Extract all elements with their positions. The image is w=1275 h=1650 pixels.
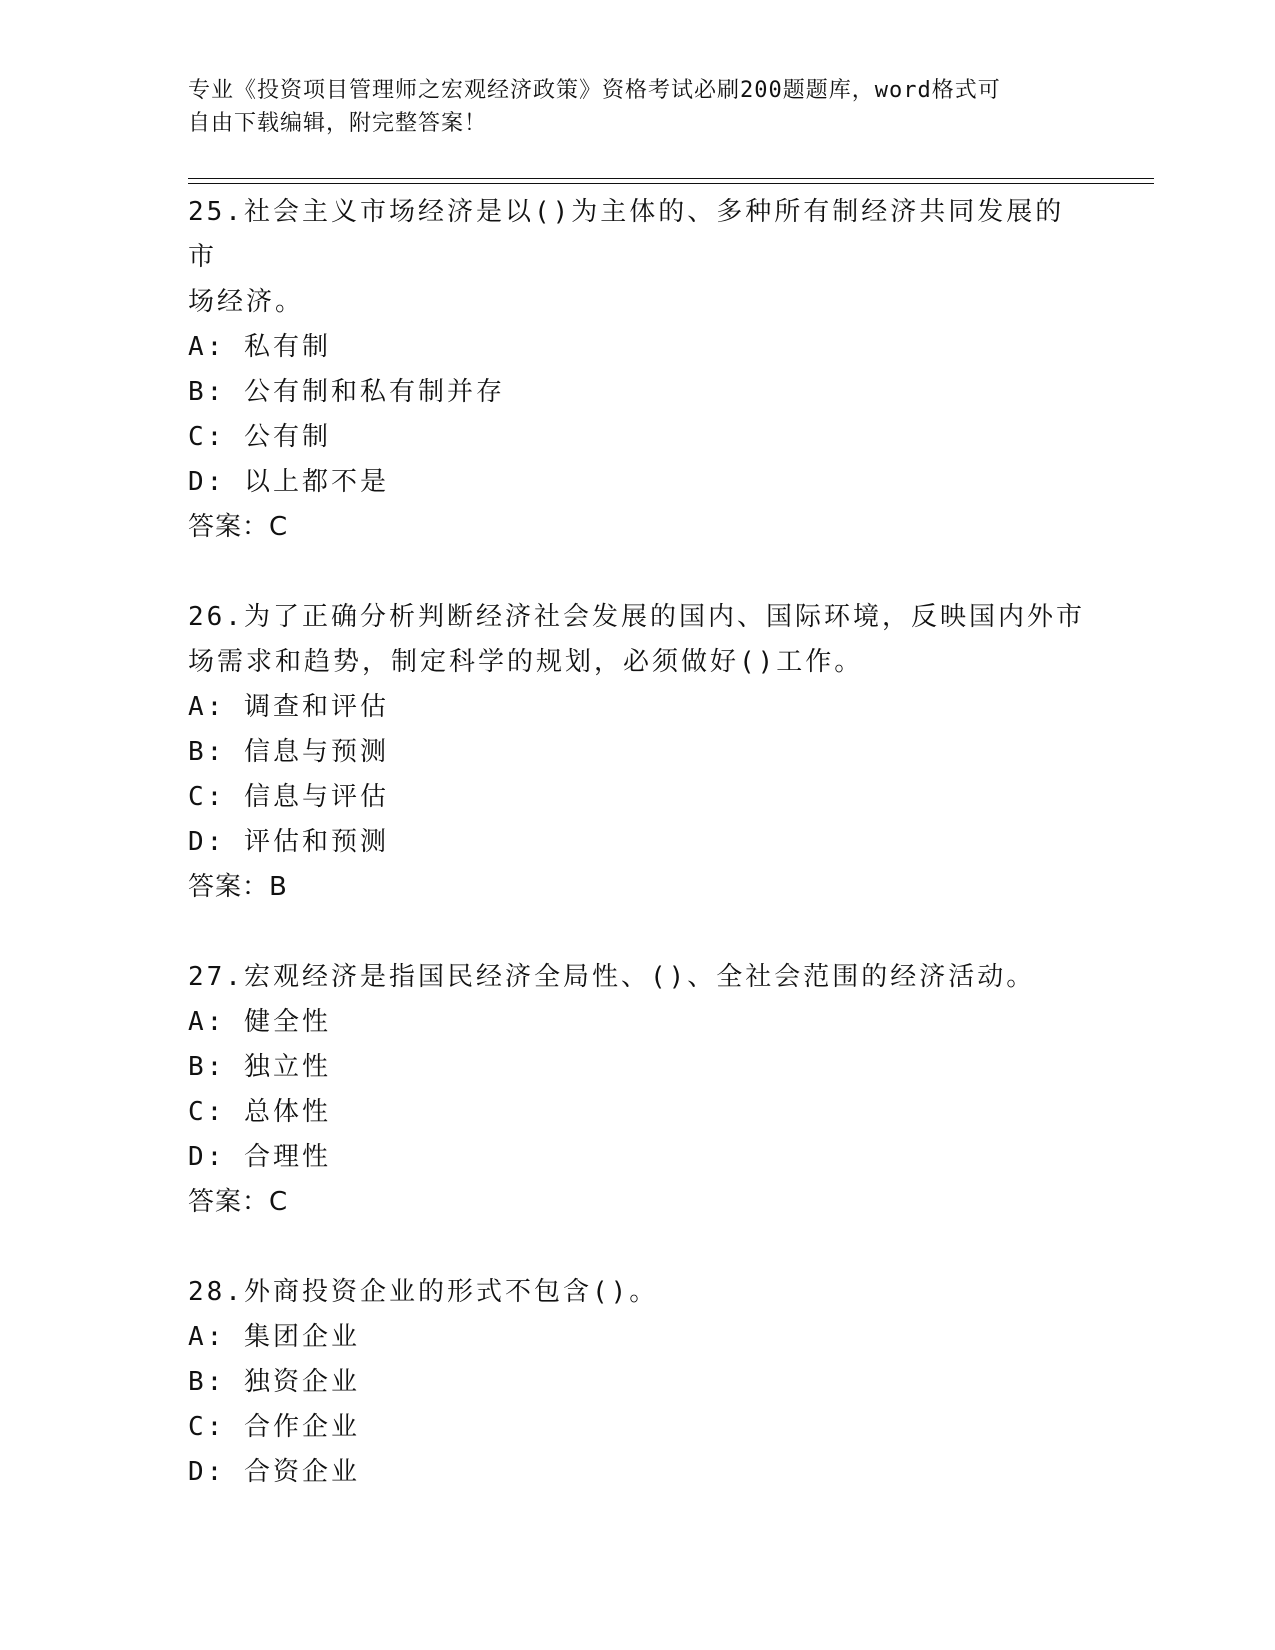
option-b: B: 公有制和私有制并存 <box>188 377 505 407</box>
question-stem: 27.宏观经济是指国民经济全局性、()、全社会范围的经济活动。 <box>188 962 1036 992</box>
option-c: C: 信息与评估 <box>188 782 389 812</box>
question-28 <box>188 1270 1088 1495</box>
header-line-2: 自由下载编辑，附完整答案！ <box>188 111 488 136</box>
option-a: A: 私有制 <box>188 332 331 362</box>
option-c: C: 公有制 <box>188 422 331 452</box>
question-stem: 28.外商投资企业的形式不包含()。 <box>188 1277 659 1307</box>
option-b: B: 独资企业 <box>188 1367 360 1397</box>
document-header <box>188 74 1068 140</box>
option-c: C: 总体性 <box>188 1097 331 1127</box>
header-line-1: 专业《投资项目管理师之宏观经济政策》资格考试必刷200题题库，word格式可 <box>188 78 1001 103</box>
option-b: B: 独立性 <box>188 1052 331 1082</box>
option-b: B: 信息与预测 <box>188 737 389 767</box>
answer: 答案：C <box>188 512 289 542</box>
option-d: D: 以上都不是 <box>188 467 389 497</box>
option-d: D: 合资企业 <box>188 1457 360 1487</box>
option-d: D: 合理性 <box>188 1142 331 1172</box>
question-stem-continued: 场经济。 <box>188 287 305 317</box>
question-27 <box>188 955 1088 1225</box>
option-a: A: 集团企业 <box>188 1322 360 1352</box>
answer: 答案：C <box>188 1187 289 1217</box>
option-a: A: 调查和评估 <box>188 692 389 722</box>
header-rule-top <box>188 178 1154 179</box>
option-d: D: 评估和预测 <box>188 827 389 857</box>
header-rule-bottom <box>188 183 1154 184</box>
answer: 答案：B <box>188 872 288 902</box>
question-25 <box>188 190 1088 550</box>
option-a: A: 健全性 <box>188 1007 331 1037</box>
question-stem: 26.为了正确分析判断经济社会发展的国内、国际环境，反映国内外市 <box>188 602 1085 632</box>
option-c: C: 合作企业 <box>188 1412 360 1442</box>
question-26 <box>188 595 1088 910</box>
question-stem-continued: 场需求和趋势，制定科学的规划，必须做好()工作。 <box>188 647 864 677</box>
question-stem: 25.社会主义市场经济是以()为主体的、多种所有制经济共同发展的市 <box>188 197 1065 272</box>
question-list <box>188 190 1088 1540</box>
